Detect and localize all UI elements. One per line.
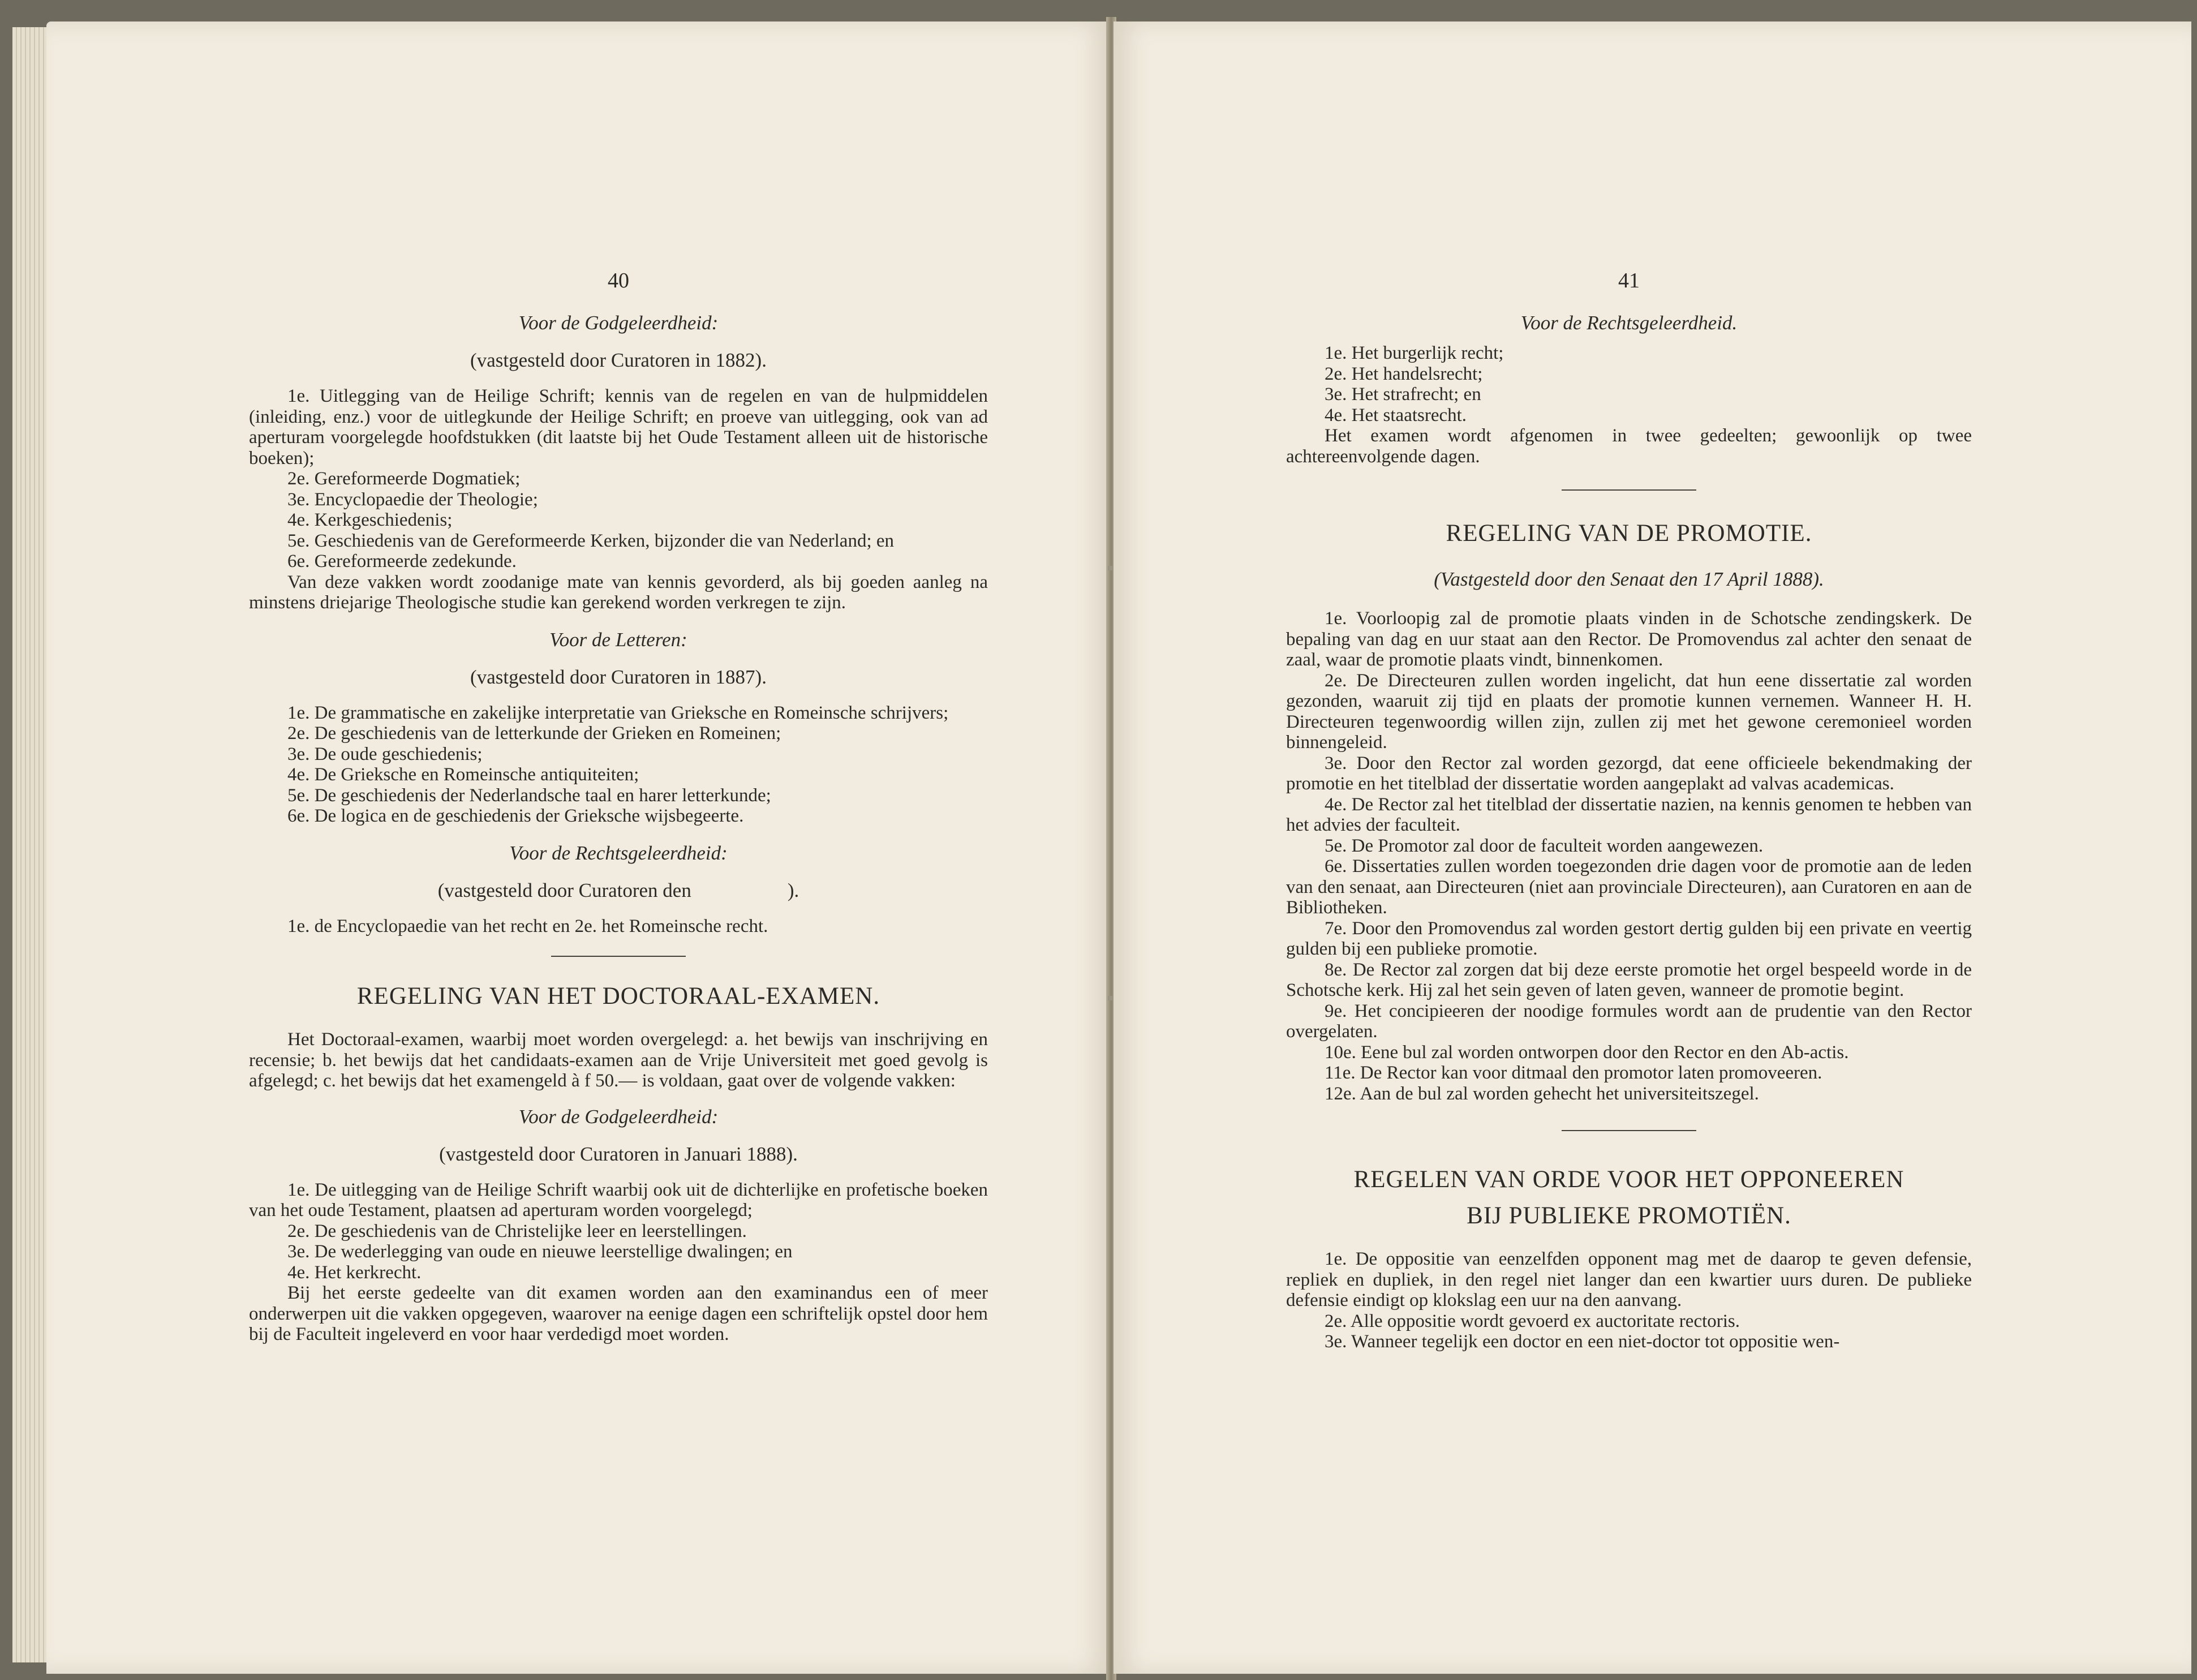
- list-item: 5e. De Promotor zal door de faculteit worden aangewezen.: [1325, 835, 1764, 856]
- list-item: 2e. Gereformeerde Dogmatiek;: [287, 469, 521, 489]
- list-item: 1e. de Encyclopaedie van het recht en 2e. het Romeinsche recht.: [287, 916, 768, 936]
- subheading-end: ).: [787, 879, 799, 901]
- paragraph: Van deze vakken wordt zoodanige mate van kennis gevorderd, als bij goeden aanleg na minstens driejarige Theologische studie kan gerekend worden verkregen te zijn.: [249, 572, 988, 613]
- list-item: 4e. Kerkgeschiedenis;: [287, 510, 453, 530]
- left-page: [46, 22, 1110, 1674]
- paragraph: Het examen wordt afgenomen in twee gedeelten; gewoonlijk op twee achtereenvolgende dagen.: [1286, 426, 1972, 467]
- list-item: 6e. Gereformeerde zedekunde.: [287, 551, 517, 572]
- list-item: 12e. Aan de bul zal worden gehecht het universiteitszegel.: [1325, 1083, 1759, 1104]
- list-item: 2e. De geschiedenis van de Christelijke leer en leerstellingen.: [287, 1221, 747, 1241]
- list-item: 4e. Het staatsrecht.: [1325, 405, 1467, 426]
- list-item: 1e. Uitlegging van de Heilige Schrift; kennis van de regelen en van de hulpmiddelen (inleiding, enz.) voor de uitlegkunde der Heilige Schrift; en proeve van uitlegging, ook van ad aperturam voorgelegde hoofdstukken (dit laatste bij het Oude Testament alleen uit de historische boeken);: [249, 386, 988, 469]
- section-subheading: (vastgesteld door Curatoren in 1882).: [470, 349, 767, 371]
- list-item: 3e. Wanneer tegelijk een doctor en een niet-doctor tot oppositie wen-: [1325, 1331, 1840, 1352]
- left-page-text: [249, 264, 988, 1345]
- list-item: 3e. Encyclopaedie der Theologie;: [287, 489, 538, 510]
- list-item: 3e. Het strafrecht; en: [1325, 384, 1481, 405]
- list-item: 1e. Het burgerlijk recht;: [1325, 343, 1504, 363]
- list-item: 6e. Dissertaties zullen worden toegezonden drie dagen voor de promotie aan de leden van den senaat, aan Directeuren (niet aan provinciale Directeuren), aan Curatoren en aan de Bibliotheken.: [1286, 856, 1972, 918]
- section-heading: Voor de Letteren:: [549, 628, 687, 651]
- section-subheading: [249, 878, 988, 904]
- list-item: 3e. Door den Rector zal worden gezorgd, dat eene officieele bekendmaking der promotie en het titelblad der dissertatie worden aangeplakt ad valvas academicas.: [1286, 753, 1972, 794]
- section-subheading: (vastgesteld door Curatoren in Januari 1888).: [439, 1142, 798, 1165]
- opponeeren-title-line-1: REGELEN VAN ORDE VOOR HET OPPONEEREN: [1353, 1166, 1904, 1193]
- list-item: 9e. Het concipieeren der noodige formules wordt aan de prudentie van den Rector overgelaten.: [1286, 1000, 1972, 1042]
- divider: [551, 956, 686, 957]
- list-item: 11e. De Rector kan voor ditmaal den promotor laten promoveeren.: [1325, 1063, 1822, 1083]
- list-item: 2e. De geschiedenis van de letterkunde der Grieken en Romeinen;: [287, 723, 781, 744]
- section-heading: Voor de Rechtsgeleerdheid:: [509, 841, 728, 864]
- paragraph: Het Doctoraal-examen, waarbij moet worden overgelegd: a. het bewijs van inschrijving en recensie; b. het bewijs dat het candidaats-examen aan de Vrije Universiteit met goed gevolg is afgelegd; c. het bewijs dat het examengeld à f 50.— is voldaan, gaat over de volgende vakken:: [249, 1029, 988, 1091]
- list-item: 2e. Het handelsrecht;: [1325, 363, 1483, 384]
- promotie-title: REGELING VAN DE PROMOTIE.: [1446, 520, 1812, 547]
- section-subheading: (vastgesteld door Curatoren in 1887).: [470, 665, 767, 688]
- list-item: 1e. Voorloopig zal de promotie plaats vinden in de Schotsche zendingskerk. De bepaling van dag en uur staat aan den Rector. De Promovendus zal achter den senaat de zaal, waar de promotie plaats vindt, binnenkomen.: [1286, 608, 1972, 670]
- right-page: [1113, 22, 2191, 1674]
- list-item: 4e. De Rector zal het titelblad der dissertatie nazien, na kennis genomen te hebben van het advies der faculteit.: [1286, 794, 1972, 835]
- list-item: 4e. Het kerkrecht.: [287, 1262, 422, 1283]
- list-item: 1e. De oppositie van eenzelfden opponent mag met de daarop te geven defensie, repliek en dupliek, in den regel niet langer dan een kwartier uurs duren. De publieke defensie eindigt op klokslag een uur na den aanvang.: [1286, 1249, 1972, 1311]
- list-item: 1e. De grammatische en zakelijke interpretatie van Grieksche en Romeinsche schrijvers;: [287, 702, 949, 723]
- section-heading: Voor de Godgeleerdheid:: [518, 312, 719, 334]
- divider: [1562, 1130, 1696, 1131]
- right-page-text: [1286, 264, 1972, 1352]
- list-item: 4e. De Grieksche en Romeinsche antiquiteiten;: [287, 764, 639, 785]
- list-item: 3e. De wederlegging van oude en nieuwe leerstellige dwalingen; en: [287, 1241, 793, 1262]
- list-item: 5e. Geschiedenis van de Gereformeerde Kerken, bijzonder die van Nederland; en: [287, 530, 895, 551]
- list-item: 6e. De logica en de geschiedenis der Grieksche wijsbegeerte.: [287, 806, 744, 826]
- list-item: 2e. De Directeuren zullen worden ingelicht, dat hun eene dissertatie zal worden gezonden, waaruit zij tijd en plaats der promotie kunnen vernemen. Wanneer H. H. Directeuren tegenwoordig willen zijn, zullen zij met het gewone ceremonieel worden binnengeleid.: [1286, 670, 1972, 753]
- paragraph: Bij het eerste gedeelte van dit examen worden aan den examinandus een of meer onderwerpen uit die vakken opgegeven, waarover na eenige dagen een schriftelijk opstel door hem bij de Faculteit ingeleverd en voor haar verdedigd moet worden.: [249, 1283, 988, 1344]
- subheading-start: (vastgesteld door Curatoren den: [437, 879, 691, 901]
- list-item: 10e. Eene bul zal worden ontworpen door den Rector en den Ab-actis.: [1325, 1042, 1849, 1063]
- doctoraal-title: REGELING VAN HET DOCTORAAL-EXAMEN.: [356, 983, 880, 1009]
- page-number: 40: [608, 269, 629, 293]
- page-number: 41: [1618, 269, 1640, 293]
- divider: [1562, 489, 1696, 491]
- list-item: 3e. De oude geschiedenis;: [287, 744, 483, 764]
- list-item: 1e. De uitlegging van de Heilige Schrift waarbij ook uit de dichterlijke en profetische boeken van het oude Testament, plaatsen ad aperturam worden voorgelegd;: [249, 1179, 988, 1221]
- list-item: 7e. Door den Promovendus zal worden gestort dertig gulden bij een private en veertig gulden bij een publieke promotie.: [1286, 918, 1972, 959]
- section-heading: Voor de Rechtsgeleerdheid.: [1520, 312, 1738, 334]
- list-item: 2e. Alle oppositie wordt gevoerd ex auctoritate rectoris.: [1325, 1311, 1740, 1331]
- list-item: 8e. De Rector zal zorgen dat bij deze eerste promotie het orgel bespeeld worde in de Schotsche kerk. Hij zal het sein geven of laten geven, wanneer de promotie begint.: [1286, 959, 1972, 1000]
- list-item: 5e. De geschiedenis der Nederlandsche taal en harer letterkunde;: [287, 785, 771, 806]
- section-heading: Voor de Godgeleerdheid:: [518, 1105, 719, 1128]
- opponeeren-title-line-2: BIJ PUBLIEKE PROMOTIËN.: [1467, 1202, 1791, 1229]
- section-subheading: (Vastgesteld door den Senaat den 17 April 1888).: [1434, 568, 1824, 590]
